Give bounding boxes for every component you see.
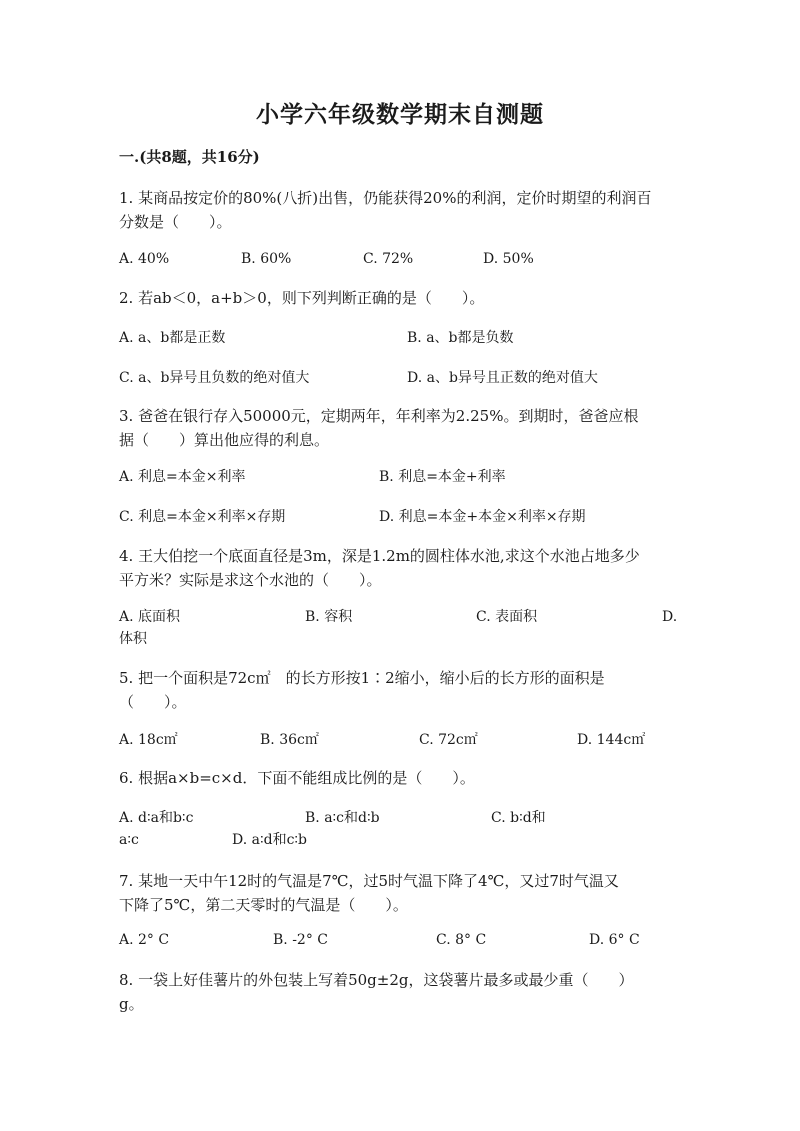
question-2-options-row-2 [119,366,679,390]
question-4-option-d-label[interactable]: D. [662,609,678,625]
question-2-option-c[interactable]: C. a、b异号且负数的绝对值大 [119,370,310,386]
question-3-option-d[interactable]: D. 利息=本金+本金×利率×存期 [379,509,586,525]
question-2-option-a[interactable]: A. a、b都是正数 [119,330,226,346]
question-4-option-a[interactable]: A. 底面积 [119,609,181,625]
question-3-options-row-2 [119,505,679,529]
question-1-line-1: 1. 某商品按定价的80%(八折)出售，仍能获得20%的利润，定价时期望的利润百 [119,189,652,207]
question-5-option-a[interactable]: A. 18c㎡ [119,732,178,748]
question-7 [119,869,681,917]
question-4-option-d-text[interactable]: 体积 [119,631,147,647]
question-5-line-2: （ ）。 [119,693,187,711]
question-8-line-2: g。 [119,995,144,1013]
question-4-line-1: 4. 王大伯挖一个底面直径是3m，深是1.2m的圆柱体水池,求这个水池占地多少 [119,547,640,565]
question-7-options [119,928,679,952]
question-3-option-a[interactable]: A. 利息=本金×利率 [119,469,246,485]
question-2-options-row-1 [119,326,679,350]
question-4 [119,544,681,592]
question-5-option-b[interactable]: B. 36c㎡ [260,732,319,748]
question-5-option-d[interactable]: D. 144c㎡ [577,732,646,748]
question-2-option-b[interactable]: B. a、b都是负数 [407,330,514,346]
question-3-option-c[interactable]: C. 利息=本金×利率×存期 [119,509,286,525]
question-6 [119,766,681,790]
question-8 [119,968,681,1016]
question-7-option-c[interactable]: C. 8° C [436,932,487,948]
question-1-option-c[interactable]: C. 72% [363,251,414,267]
question-3-options-row-1 [119,465,679,489]
question-1-option-a[interactable]: A. 40% [119,251,170,267]
question-6-option-a[interactable]: A. d∶a和b∶c [119,810,194,826]
question-2-option-d[interactable]: D. a、b异号且正数的绝对值大 [407,370,598,386]
question-6-option-d[interactable]: D. a∶d和c∶b [232,832,308,848]
question-3-line-2: 据（ ）算出他应得的利息。 [119,431,330,449]
question-3-line-1: 3. 爸爸在银行存入50000元，定期两年，年利率为2.25%。到期时，爸爸应根 [119,407,639,425]
question-7-line-1: 7. 某地一天中午12时的气温是7℃，过5时气温下降了4℃，又过7时气温又 [119,872,619,890]
question-7-option-a[interactable]: A. 2° C [119,932,170,948]
question-4-option-b[interactable]: B. 容积 [305,609,353,625]
page-title: 小学六年级数学期末自测题 [256,101,544,128]
section-heading: 一.(共8题，共16分) [119,148,260,166]
question-5 [119,666,681,714]
question-5-options [119,728,679,752]
question-1-option-d[interactable]: D. 50% [483,251,534,267]
question-8-line-1: 8. 一袋上好佳薯片的外包装上写着50g±2g，这袋薯片最多或最少重（ ） [119,971,634,989]
question-1-line-2: 分数是（ ）。 [119,213,232,231]
question-3-option-b[interactable]: B. 利息=本金+利率 [379,469,506,485]
question-6-options-row-1 [119,806,679,830]
question-6-option-c-wrap[interactable]: a∶c [119,832,139,848]
question-4-line-2: 平方米？实际是求这个水池的（ ）。 [119,571,382,589]
question-5-line-1: 5. 把一个面积是72c㎡ 的长方形按1∶2缩小，缩小后的长方形的面积是 [119,669,605,687]
question-1-options [119,247,679,271]
question-7-option-b[interactable]: B. -2° C [273,932,328,948]
question-6-option-c[interactable]: C. b∶d和 [491,810,546,826]
question-4-option-c[interactable]: C. 表面积 [476,609,538,625]
question-4-option-d-wrap [119,627,679,651]
question-2 [119,286,681,310]
question-3 [119,404,681,452]
question-1 [119,186,681,234]
question-6-option-b[interactable]: B. a∶c和d∶b [305,810,380,826]
question-4-options [119,605,679,629]
question-5-option-c[interactable]: C. 72c㎡ [419,732,478,748]
question-2-line-1: 2. 若ab＜0，a+b＞0，则下列判断正确的是（ ）。 [119,289,485,307]
question-6-line-1: 6. 根据a×b=c×d．下面不能组成比例的是（ ）。 [119,769,475,787]
question-7-line-2: 下降了5℃，第二天零时的气温是（ ）。 [119,896,408,914]
question-1-option-b[interactable]: B. 60% [241,251,292,267]
question-6-options-row-2 [119,828,679,852]
question-7-option-d[interactable]: D. 6° C [589,932,640,948]
